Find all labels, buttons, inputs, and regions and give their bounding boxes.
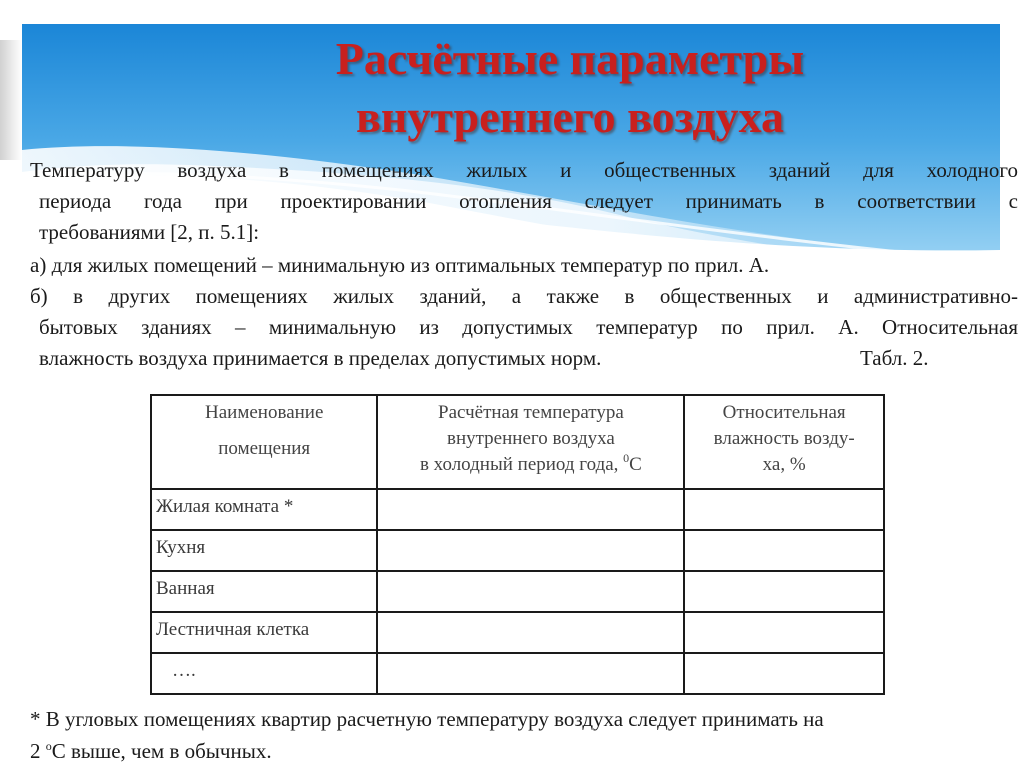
humidity-cell: [684, 612, 884, 653]
header-design-temperature: Расчётная температура внутреннего воздуха в холодный период года, $^0$С: [377, 395, 684, 489]
humidity-cell: [684, 530, 884, 571]
table-row: [151, 571, 884, 612]
temperature-cell: [377, 653, 684, 694]
table-row: [151, 489, 884, 530]
table-row: [151, 612, 884, 653]
table-row: [151, 530, 884, 571]
temperature-cell: [377, 612, 684, 653]
table-reference: Табл. 2.: [860, 346, 929, 370]
room-name-cell: Жилая комната *: [151, 489, 377, 530]
item-a: а) для жилых помещений – минимальную из оптимальных температур по прил. А.: [30, 253, 770, 277]
footnote-line-2: 2 $^о$С выше, чем в обычных.: [30, 739, 272, 763]
humidity-cell: [684, 489, 884, 530]
intro-line-2: периода года при проектировании отопления следует принимать в соответствии с: [39, 189, 1018, 213]
slide-title: Расчётные параметры внутреннего воздуха: [335, 33, 805, 142]
temperature-cell: [377, 489, 684, 530]
intro-line-1: Температуру воздуха в помещениях жилых и общественных зданий для холодного: [30, 158, 1018, 182]
temperature-cell: [377, 530, 684, 571]
parameters-table: [150, 394, 885, 689]
footnote-line-1: * В угловых помещениях квартир расчетную температуру воздуха следует принимать на: [30, 707, 824, 731]
temperature-cell: [377, 571, 684, 612]
item-b-line-2: бытовых зданиях – минимальную из допустимых температур по прил. А. Относительная: [39, 315, 1018, 339]
room-name-cell: Ванная: [151, 571, 377, 612]
header-room-name: Наименование помещения: [151, 395, 377, 489]
room-name-cell: Лестничная клетка: [151, 612, 377, 653]
humidity-cell: [684, 571, 884, 612]
banner-shadow: [0, 40, 22, 160]
header-relative-humidity: Относительная влажность возду- ха, %: [684, 395, 884, 489]
table-row: [151, 653, 884, 694]
footnote: [30, 703, 1010, 767]
intro-line-3: требованиями [2, п. 5.1]:: [39, 220, 260, 244]
room-name-cell: Кухня: [151, 530, 377, 571]
item-b-line-3: влажность воздуха принимается в пределах допустимых норм.: [39, 346, 602, 370]
room-name-cell: ….: [151, 653, 377, 694]
humidity-cell: [684, 653, 884, 694]
item-b-line-1: б) в других помещениях жилых зданий, а также в общественных и административно-: [30, 284, 1018, 308]
